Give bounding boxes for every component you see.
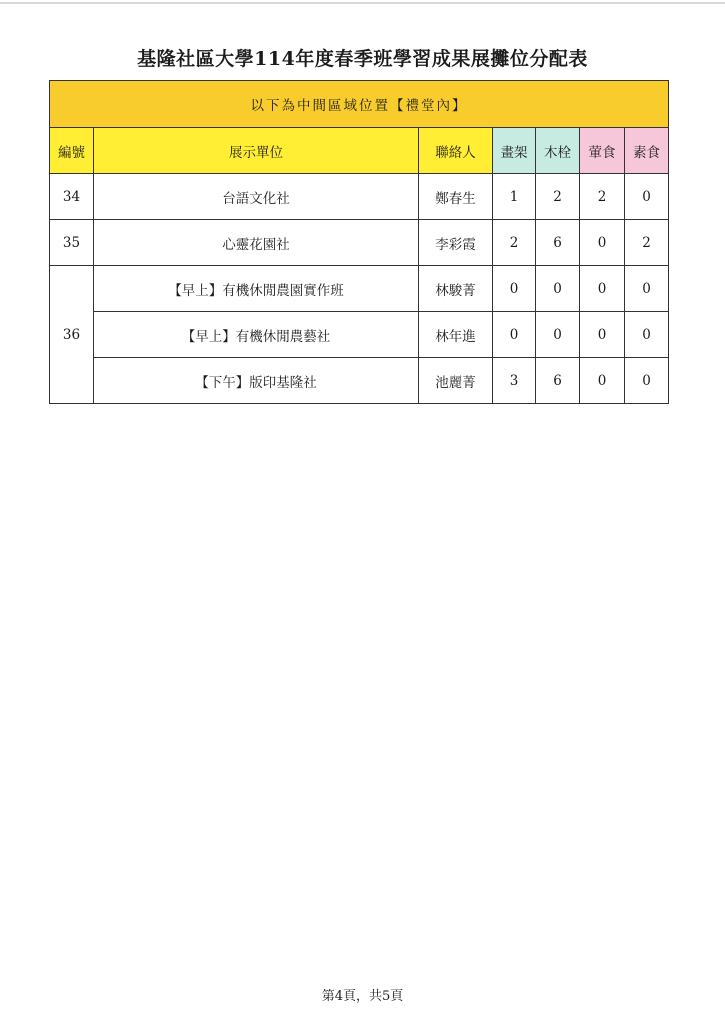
meat-meal-count: 0: [580, 312, 625, 358]
plug-count: 0: [536, 266, 580, 312]
header-easel: 畫架: [493, 128, 536, 174]
header-number: 編號: [50, 128, 94, 174]
veg-meal-count: 0: [625, 266, 669, 312]
unit-name: 【早上】有機休閒農藝社: [94, 312, 419, 358]
contact-name: 池麗菁: [419, 358, 493, 404]
plug-count: 6: [536, 220, 580, 266]
header-unit: 展示單位: [94, 128, 419, 174]
meat-meal-count: 2: [580, 174, 625, 220]
document-title: 基隆社區大學114年度春季班學習成果展攤位分配表: [137, 48, 588, 70]
unit-name: 心靈花園社: [94, 220, 419, 266]
header-plug: 木栓: [536, 128, 580, 174]
meat-meal-count: 0: [580, 266, 625, 312]
meat-meal-count: 0: [580, 358, 625, 404]
area-banner: 以下為中間區域位置【禮堂內】: [50, 81, 669, 128]
plug-count: 6: [536, 358, 580, 404]
header-veg: 素食: [625, 128, 669, 174]
booth-number: 34: [50, 174, 94, 220]
easel-count: 0: [493, 266, 536, 312]
easel-count: 3: [493, 358, 536, 404]
veg-meal-count: 0: [625, 312, 669, 358]
contact-name: 林年進: [419, 312, 493, 358]
top-edge-line: [0, 2, 725, 4]
table-row: [50, 312, 669, 358]
easel-count: 2: [493, 220, 536, 266]
unit-name: 【早上】有機休閒農園實作班: [94, 266, 419, 312]
unit-name: 【下午】版印基隆社: [94, 358, 419, 404]
unit-name: 台語文化社: [94, 174, 419, 220]
table-row: [50, 358, 669, 404]
table-row: [50, 174, 669, 220]
easel-count: 0: [493, 312, 536, 358]
header-meat: 葷食: [580, 128, 625, 174]
booth-number: 35: [50, 220, 94, 266]
meat-meal-count: 0: [580, 220, 625, 266]
easel-count: 1: [493, 174, 536, 220]
page-footer: 第4頁，共5頁: [321, 989, 404, 1004]
contact-name: 李彩霞: [419, 220, 493, 266]
veg-meal-count: 2: [625, 220, 669, 266]
contact-name: 鄭春生: [419, 174, 493, 220]
table-row: [50, 266, 669, 312]
booth-allocation-table: [49, 80, 669, 404]
header-row: [50, 128, 669, 174]
plug-count: 0: [536, 312, 580, 358]
plug-count: 2: [536, 174, 580, 220]
veg-meal-count: 0: [625, 174, 669, 220]
banner-row: [50, 81, 669, 128]
header-contact: 聯絡人: [419, 128, 493, 174]
contact-name: 林駿菁: [419, 266, 493, 312]
veg-meal-count: 0: [625, 358, 669, 404]
table-row: [50, 220, 669, 266]
booth-number: 36: [50, 266, 94, 404]
